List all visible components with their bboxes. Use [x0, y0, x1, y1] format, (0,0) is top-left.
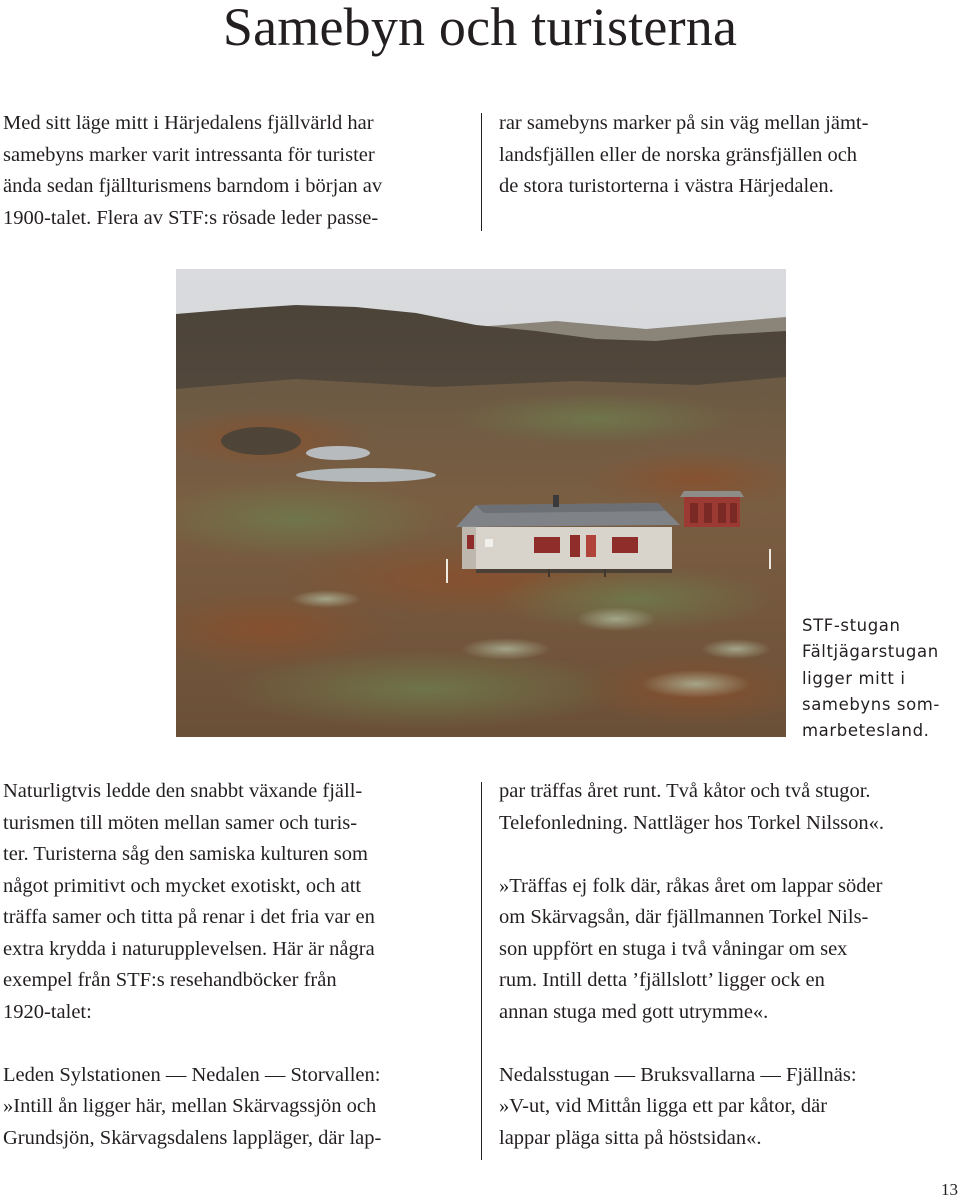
caption-line: ligger mitt i	[802, 668, 906, 688]
quote-paragraph	[499, 871, 959, 1029]
text-line: något primitivt och mycket exotiskt, och att	[3, 874, 362, 897]
text-line: rar samebyns marker på sin väg mellan jämt-	[499, 112, 869, 134]
text-line: 1920-talet:	[3, 1000, 92, 1023]
intro-right-column	[499, 108, 959, 203]
text-line: Nedalsstugan — Bruksvallarna — Fjällnäs:	[499, 1063, 857, 1086]
text-line: Med sitt läge mitt i Härjedalens fjällvärld har	[3, 112, 374, 134]
text-line: »Träffas ej folk där, råkas året om lappar söder	[499, 874, 883, 897]
caption-line: marbetesland.	[802, 721, 930, 741]
text-line: om Skärvagsån, där fjällmannen Torkel Nils-	[499, 906, 869, 928]
route-paragraph	[499, 1060, 959, 1155]
column-divider	[481, 113, 482, 231]
text-line: lappar pläga sitta på höstsidan«.	[499, 1126, 762, 1149]
text-line: turismen till möten mellan samer och turis-	[3, 811, 358, 834]
text-line: ända sedan fjällturismens barndom i början av	[3, 175, 383, 197]
text-line: 1900-talet. Flera av STF:s rösade leder passe-	[3, 206, 379, 229]
text-line: annan stuga med gott utrymme«.	[499, 1000, 769, 1023]
text-line: Naturligtvis ledde den snabbt växande fjäll-	[3, 780, 363, 802]
body-left-column	[3, 776, 473, 1154]
text-line: ter. Turisterna såg den samiska kulturen som	[3, 843, 368, 865]
caption-line: Fältjägarstugan	[802, 642, 939, 662]
text-line: träffa samer och titta på renar i det fria var en	[3, 906, 375, 928]
caption-line: STF-stugan	[802, 616, 901, 635]
route-paragraph	[3, 1060, 473, 1155]
text-line: »Intill ån ligger här, mellan Skärvagssjön och	[3, 1095, 377, 1117]
intro-left-column	[3, 108, 473, 234]
body-right-column	[499, 776, 959, 1154]
text-line: Telefonledning. Nattläger hos Torkel Nilsson«.	[499, 811, 885, 834]
page-number: 13	[941, 1180, 958, 1199]
photo-caption	[802, 613, 960, 744]
text-line: samebyns marker varit intressanta för turister	[3, 143, 375, 166]
text-line: de stora turistorterna i västra Härjedalen.	[499, 175, 834, 197]
text-line: landsfjällen eller de norska gränsfjällen och	[499, 143, 858, 166]
text-line: son uppfört en stuga i två våningar om sex	[499, 937, 848, 960]
text-line: Grundsjön, Skärvagsdalens lappläger, där lap-	[3, 1126, 382, 1149]
text-line: par träffas året runt. Två kåtor och två stugor.	[499, 780, 871, 802]
intro-left-paragraph	[3, 108, 473, 234]
text-line: rum. Intill detta ’fjällslott’ ligger ock en	[499, 969, 825, 991]
text-line: exempel från STF:s resehandböcker från	[3, 969, 337, 991]
body-paragraph	[499, 776, 959, 839]
page-title: Samebyn och turisterna	[222, 0, 738, 57]
column-divider	[481, 782, 482, 1160]
intro-right-paragraph	[499, 108, 959, 203]
body-paragraph	[3, 776, 473, 1028]
text-line: extra krydda i naturupplevelsen. Här är några	[3, 937, 375, 960]
text-line: Leden Sylstationen — Nedalen — Storvallen:	[3, 1063, 381, 1086]
caption-line: samebyns som-	[802, 694, 940, 714]
text-line: »V-ut, vid Mittån ligga ett par kåtor, där	[499, 1095, 828, 1117]
cabin-landscape-photo	[176, 269, 786, 737]
